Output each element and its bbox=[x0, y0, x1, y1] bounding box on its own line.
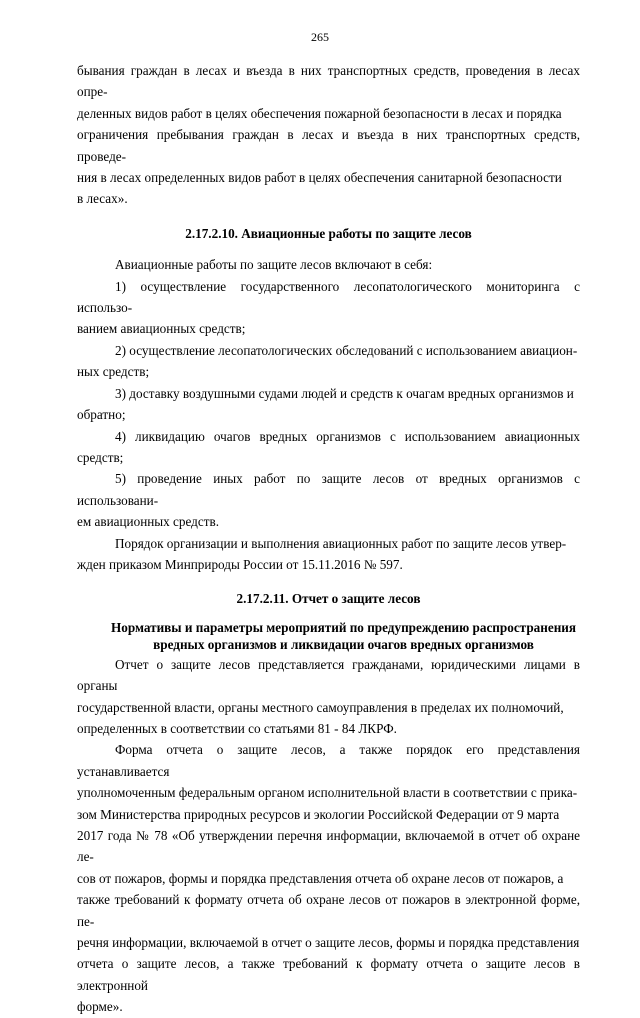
page-number: 265 bbox=[311, 30, 329, 44]
text-line: ем авиационных средств. bbox=[77, 514, 220, 530]
text-line: зом Министерства природных ресурсов и экологии Российской Федерации от 9 марта bbox=[77, 806, 560, 822]
list-item: 4) ликвидацию очагов вредных организмов с использованием авиационных средств; bbox=[77, 428, 580, 465]
text-line: бывания граждан в лесах и въезда в них транспортных средств, проведения в лесах опре- bbox=[77, 63, 580, 100]
text-line: ния в лесах определенных видов работ в целях обеспечения санитарной безопасности bbox=[77, 170, 562, 186]
list-item: 1) осуществление государственного лесопатологического мониторинга с использо- bbox=[77, 278, 580, 316]
text-line: ограничения пребывания граждан в лесах и въезда в них транспортных средств, проведе- bbox=[77, 127, 580, 164]
text-line: обратно; bbox=[77, 407, 126, 423]
text-line: Отчет о защите лесов представляется гражданами, юридическими лицами в органы bbox=[77, 656, 580, 694]
text-line: ванием авиационных средств; bbox=[77, 321, 246, 337]
section-heading: 2.17.2.11. Отчет о защите лесов bbox=[236, 591, 421, 607]
text-line: определенных в соответствии со статьями 81 - 84 ЛКРФ. bbox=[77, 720, 397, 736]
text-line: форме». bbox=[77, 999, 123, 1015]
text-line: деленных видов работ в целях обеспечения пожарной безопасности в лесах и порядка bbox=[77, 105, 562, 121]
subsection-heading: Нормативы и параметры мероприятий по предупреждению распространения bbox=[110, 619, 577, 635]
text-line: Форма отчета о защите лесов, а также порядок его представления устанавливается bbox=[77, 742, 580, 779]
list-item: 5) проведение иных работ по защите лесов от вредных организмов с использовани- bbox=[77, 471, 580, 508]
document-body bbox=[77, 60, 580, 1018]
text-line: Порядок организации и выполнения авиационных работ по защите лесов утвер- bbox=[115, 535, 567, 551]
text-line: ных средств; bbox=[77, 364, 150, 380]
text-line: речня информации, включаемой в отчет о защите лесов, формы и порядка представления bbox=[77, 935, 580, 951]
text-line: сов от пожаров, формы и порядка представления отчета об охране лесов от пожаров, а bbox=[77, 870, 564, 886]
text-line: также требований к формату отчета об охране лесов от пожаров в электронной форме, пе- bbox=[77, 892, 580, 929]
text-line: 2017 года № 78 «Об утверждении перечня информации, включаемой в отчет об охране ле- bbox=[77, 828, 580, 865]
text-line: в лесах». bbox=[77, 191, 128, 207]
text-line: жден приказом Минприроды России от 15.11.2016 № 597. bbox=[77, 556, 403, 572]
subsection-heading: вредных организмов и ликвидации очагов вредных организмов bbox=[153, 636, 534, 652]
list-item: 2) осуществление лесопатологических обследований с использованием авиацион- bbox=[115, 342, 578, 358]
text-line: государственной власти, органы местного самоуправления в пределах их полномочий, bbox=[77, 699, 564, 715]
text-line: уполномоченным федеральным органом исполнительной власти в соответствии с прика- bbox=[77, 785, 578, 801]
section-heading: 2.17.2.10. Авиационные работы по защите лесов bbox=[185, 225, 472, 241]
text-line: отчета о защите лесов, а также требований к формату отчета о защите лесов в электронной bbox=[77, 956, 580, 993]
text-line: Авиационные работы по защите лесов включают в себя: bbox=[115, 257, 433, 273]
list-item: 3) доставку воздушными судами людей и средств к очагам вредных организмов и bbox=[115, 385, 574, 401]
